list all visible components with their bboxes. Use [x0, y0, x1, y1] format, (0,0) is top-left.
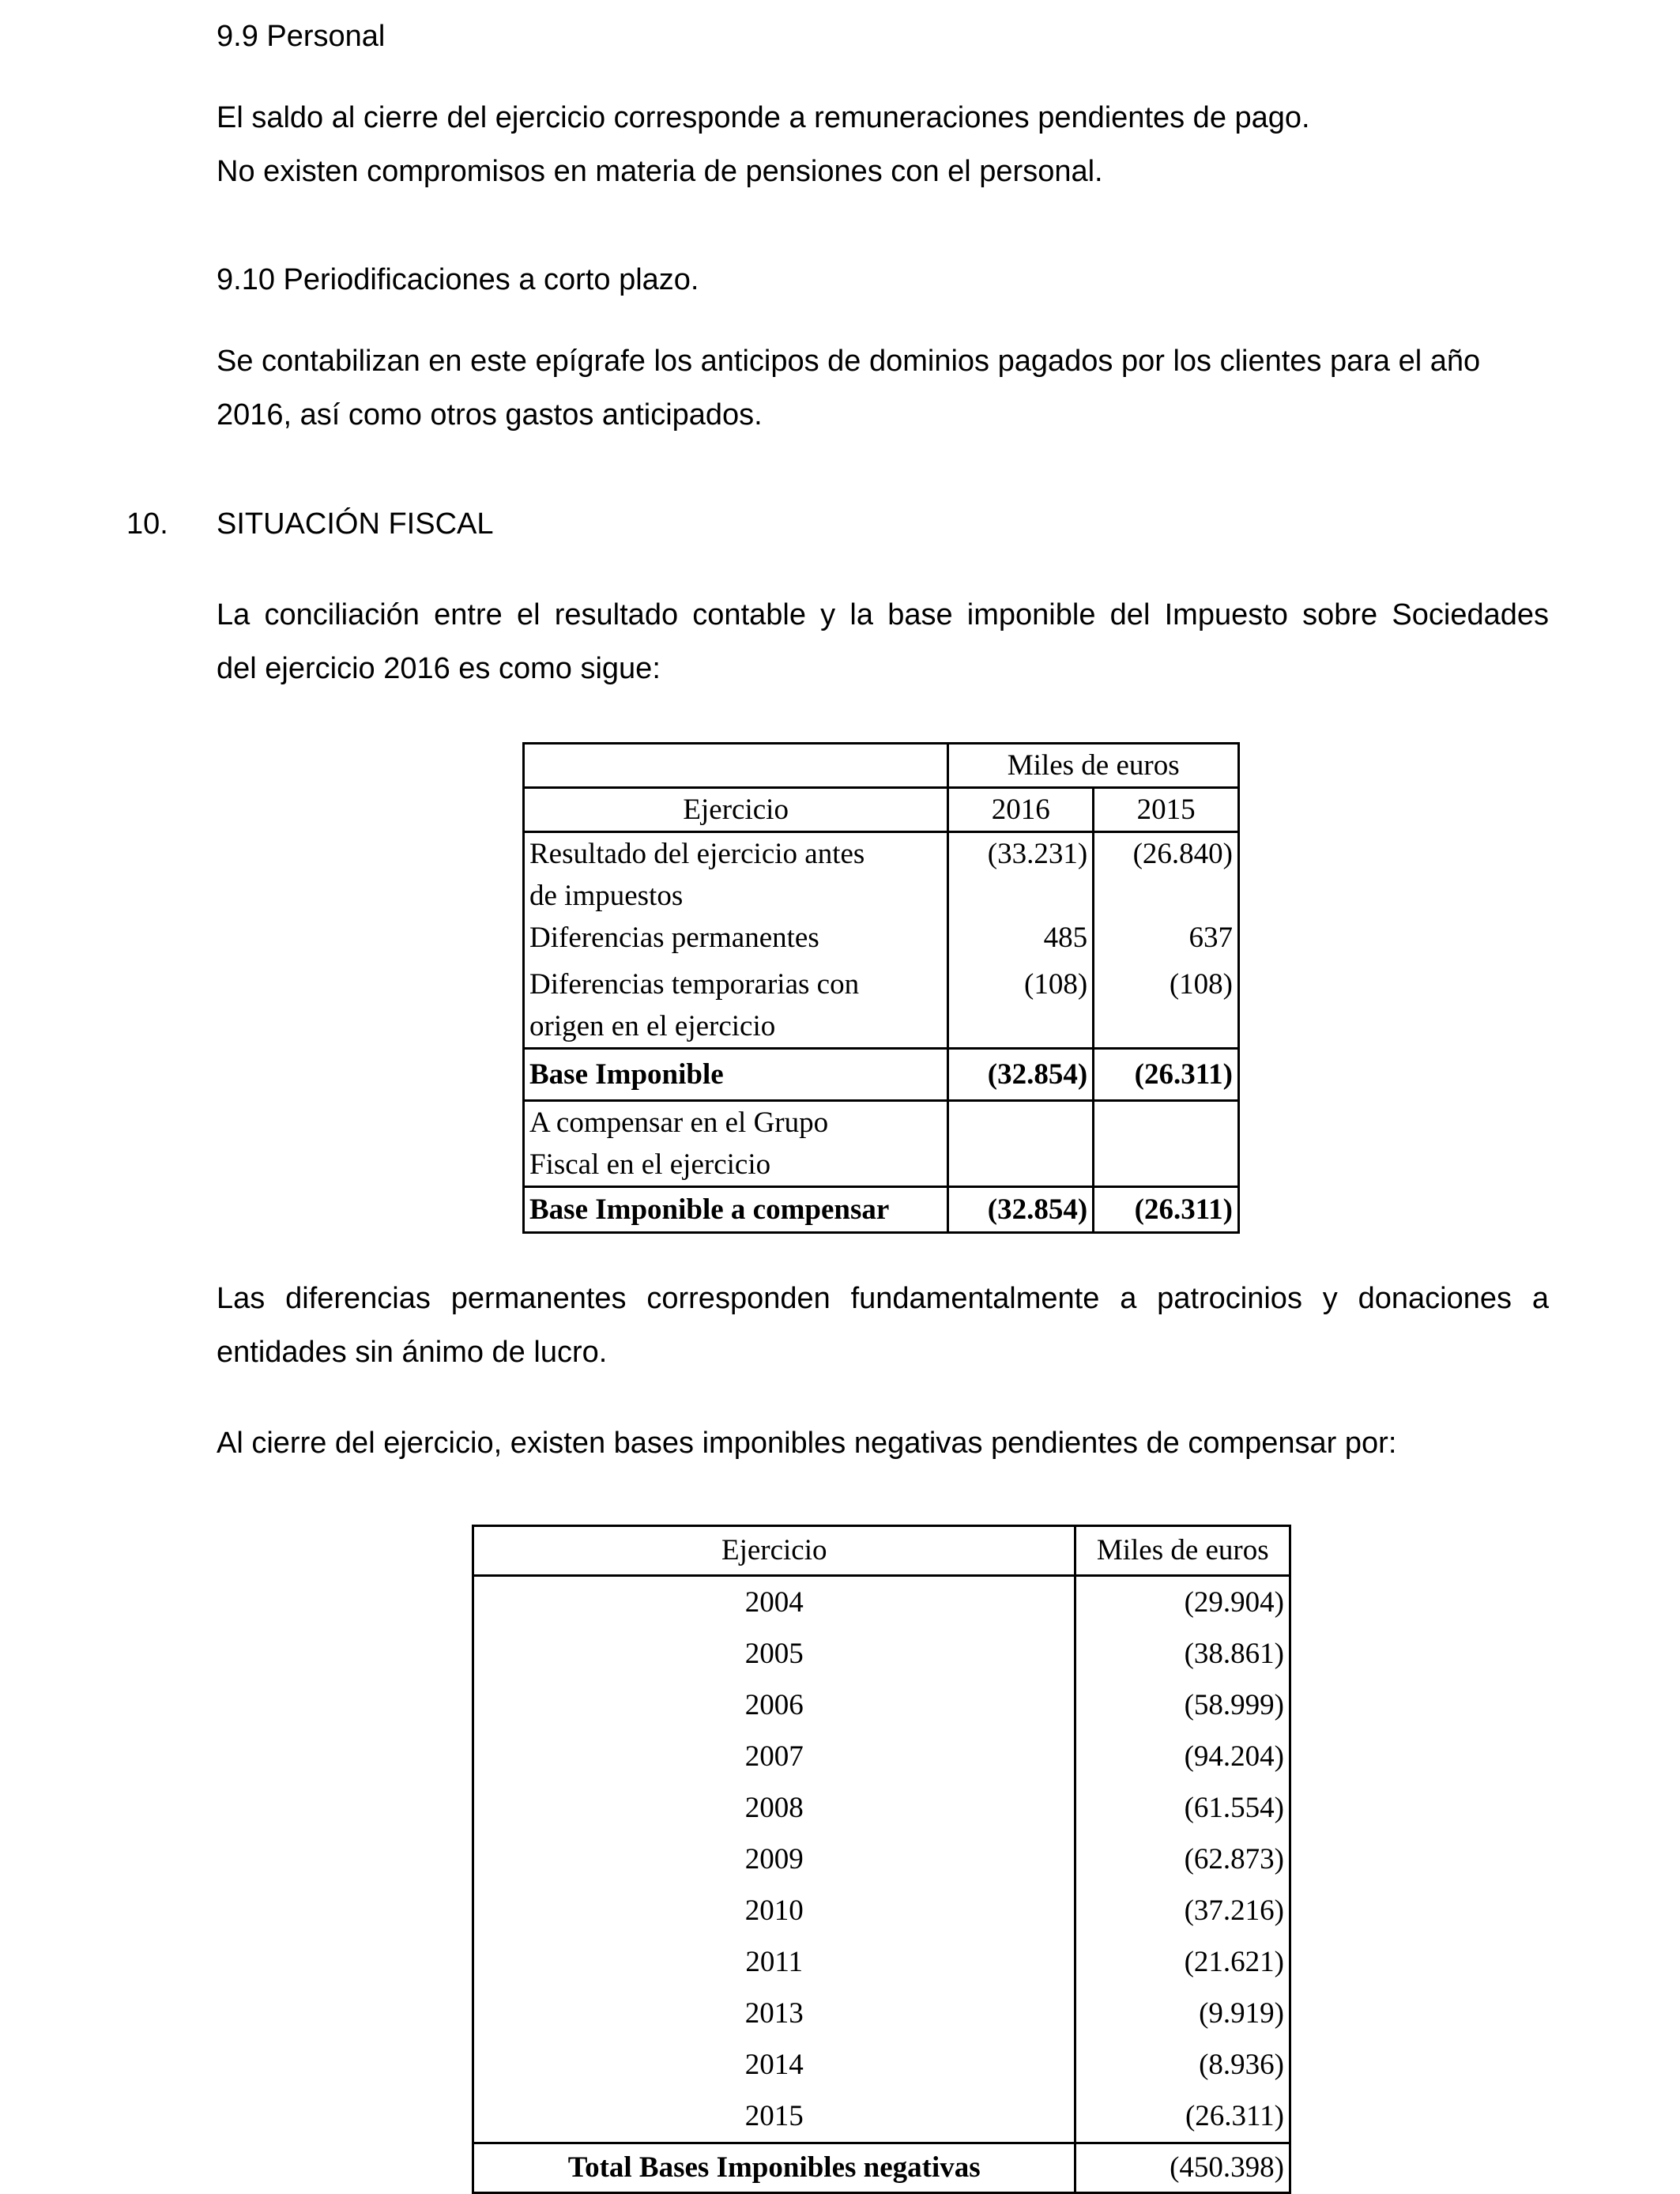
table-row: [473, 1576, 1290, 1629]
table-row: [473, 1679, 1290, 1731]
value-2015: (108): [1094, 959, 1239, 1049]
section-9-10-text-line2: 2016, así como otros gastos anticipados.: [217, 398, 763, 432]
permanent-differences-line1: Las diferencias permanentes corresponden fundamentalmente a patrocinios y donaciones a: [217, 1282, 1549, 1315]
amount-cell: (62.873): [1075, 1834, 1290, 1885]
section-9-10-heading: 9.10 Periodificaciones a corto plazo.: [217, 263, 699, 296]
table-row: [473, 1731, 1290, 1782]
value-2016: (33.231): [948, 832, 1094, 918]
year-cell: 2007: [473, 1731, 1075, 1782]
value-2016: (108): [948, 959, 1094, 1049]
year-cell: 2004: [473, 1576, 1075, 1629]
year-cell: 2011: [473, 1936, 1075, 1988]
amount-cell: (58.999): [1075, 1679, 1290, 1731]
row-label: Diferencias permanentes: [524, 917, 948, 959]
table-row: [524, 832, 1239, 918]
miles-de-euros-header: Miles de euros: [1075, 1526, 1290, 1576]
table-row: [473, 1628, 1290, 1679]
year-cell: 2015: [473, 2090, 1075, 2143]
base-imponible-label: Base Imponible: [524, 1049, 948, 1101]
year-cell: 2009: [473, 1834, 1075, 1885]
amount-cell: (61.554): [1075, 1782, 1290, 1834]
compensar-grupo-row: [524, 1101, 1239, 1187]
amount-cell: (29.904): [1075, 1576, 1290, 1629]
total-label: Total Bases Imponibles negativas: [473, 2143, 1075, 2193]
compensar-grupo-2016: [948, 1101, 1094, 1187]
row-label: Diferencias temporarias con origen en el ejercicio: [524, 959, 948, 1049]
base-compensar-2016: (32.854): [948, 1187, 1094, 1233]
row-label: Resultado del ejercicio antes de impuestos: [524, 832, 948, 918]
base-compensar-label: Base Imponible a compensar: [524, 1187, 948, 1233]
table-row: [473, 1782, 1290, 1834]
base-imponible-compensar-row: [524, 1187, 1239, 1233]
ejercicio-header: Ejercicio: [473, 1526, 1075, 1576]
base-imponible-2016: (32.854): [948, 1049, 1094, 1101]
section-9-9-text-line2: No existen compromisos en materia de pensiones con el personal.: [217, 155, 1103, 188]
section-9-10-text-line1: Se contabilizan en este epígrafe los anticipos de dominios pagados por los clientes para el año: [217, 345, 1481, 378]
table-row: [473, 1988, 1290, 2039]
amount-cell: (38.861): [1075, 1628, 1290, 1679]
total-row: [473, 2143, 1290, 2193]
value-2015: (26.840): [1094, 832, 1239, 918]
ejercicio-header: Ejercicio: [524, 788, 948, 832]
section-10-number: 10.: [126, 507, 168, 541]
miles-de-euros-header: Miles de euros: [948, 744, 1239, 788]
year-2016-header: 2016: [948, 788, 1094, 832]
year-cell: 2014: [473, 2039, 1075, 2090]
compensar-grupo-label: A compensar en el Grupo Fiscal en el ejercicio: [524, 1101, 948, 1187]
section-10-title: SITUACIÓN FISCAL: [217, 507, 494, 541]
base-imponible-row: [524, 1049, 1239, 1101]
amount-cell: (37.216): [1075, 1885, 1290, 1936]
table-row: [473, 1936, 1290, 1988]
table-row: [524, 917, 1239, 959]
total-amount: (450.398): [1075, 2143, 1290, 2193]
compensar-grupo-2015: [1094, 1101, 1239, 1187]
negative-tax-bases-table: [472, 1525, 1291, 2194]
year-cell: 2008: [473, 1782, 1075, 1834]
section-10-intro-line1: La conciliación entre el resultado contable y la base imponible del Impuesto sobre Sociedades: [217, 598, 1549, 631]
year-cell: 2006: [473, 1679, 1075, 1731]
year-cell: 2013: [473, 1988, 1075, 2039]
table-row: [473, 2090, 1290, 2143]
amount-cell: (94.204): [1075, 1731, 1290, 1782]
table-row: [473, 2039, 1290, 2090]
amount-cell: (21.621): [1075, 1936, 1290, 1988]
tax-reconciliation-table: [522, 742, 1240, 1234]
base-imponible-2015: (26.311): [1094, 1049, 1239, 1101]
section-10-intro-line2: del ejercicio 2016 es como sigue:: [217, 652, 661, 685]
bases-imponibles-intro: Al cierre del ejercicio, existen bases imponibles negativas pendientes de compensar por:: [217, 1427, 1397, 1460]
year-cell: 2005: [473, 1628, 1075, 1679]
amount-cell: (9.919): [1075, 1988, 1290, 2039]
empty-header-cell: [524, 744, 948, 788]
section-9-9-text-line1: El saldo al cierre del ejercicio corresponde a remuneraciones pendientes de pago.: [217, 101, 1310, 134]
amount-cell: (26.311): [1075, 2090, 1290, 2143]
value-2015: 637: [1094, 917, 1239, 959]
table-row: [473, 1834, 1290, 1885]
table-row: [473, 1885, 1290, 1936]
section-9-9-heading: 9.9 Personal: [217, 20, 386, 53]
permanent-differences-line2: entidades sin ánimo de lucro.: [217, 1336, 608, 1369]
amount-cell: (8.936): [1075, 2039, 1290, 2090]
base-compensar-2015: (26.311): [1094, 1187, 1239, 1233]
table-row: [524, 959, 1239, 1049]
value-2016: 485: [948, 917, 1094, 959]
year-cell: 2010: [473, 1885, 1075, 1936]
year-2015-header: 2015: [1094, 788, 1239, 832]
